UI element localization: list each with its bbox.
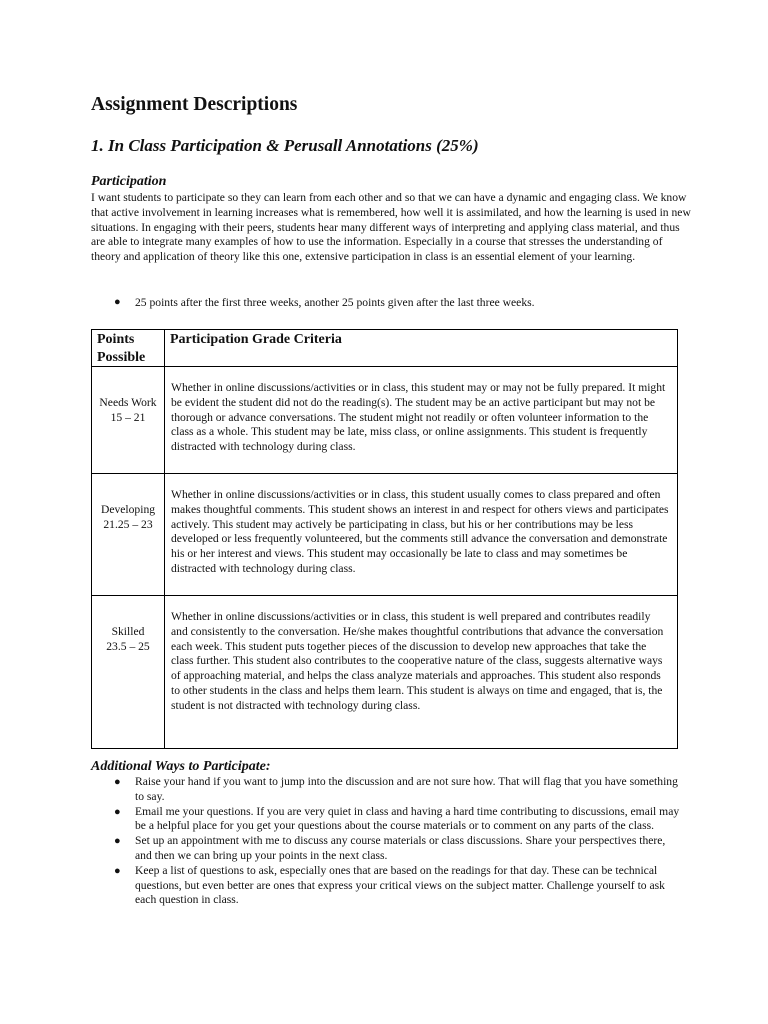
table-header-row (92, 330, 678, 367)
page-title: Assignment Descriptions (91, 94, 298, 115)
points-cell (92, 367, 165, 474)
points-range: 21.25 – 23 (103, 518, 153, 531)
points-note-list (91, 295, 691, 310)
list-item (91, 775, 681, 805)
bullet-icon: ● (114, 835, 121, 848)
list-item-text: Keep a list of questions to ask, especially ones that are based on the readings for that day. These can be technical questions, but even better are ones that express your critical views on the subject matter. Challenge yourself to ask each question in class. (135, 863, 665, 907)
criteria-header: Participation Grade Criteria (165, 330, 678, 367)
bullet-icon: ● (114, 296, 121, 308)
table-row (92, 367, 678, 474)
table-row (92, 474, 678, 596)
list-item (91, 864, 681, 908)
level-label: Needs Work (99, 396, 157, 409)
points-range: 23.5 – 25 (106, 640, 150, 653)
criteria-description: Whether in online discussions/activities or in class, this student may or may not be fully prepared. It might be evident the student did not do the reading(s). The student may be an active participant but may not be thorough or advance conversations. The student might not readily or often volunteer information to the class as a whole. This student may be late, miss class, or online assignments. This student is frequently distracted with technology during class. (165, 367, 678, 474)
points-cell (92, 596, 165, 749)
points-range: 15 – 21 (110, 411, 146, 424)
criteria-description: Whether in online discussions/activities or in class, this student usually comes to class prepared and often makes thoughtful comments. This student shows an interest in and respect for others views and participates actively. This student may actively be participating in class, but his or her contributions may be less developed or less frequently volunteered, but the comments still advance the conversation and demonstrate his or her interest and views. This student may occasionally be late to class and may sometimes be distracted with technology during class. (165, 474, 678, 596)
list-item (91, 834, 681, 864)
section-heading: 1. In Class Participation & Perusall Annotations (25%) (91, 136, 479, 155)
table-row (92, 596, 678, 749)
participation-intro: I want students to participate so they can learn from each other and so that we can have a dynamic and engaging class. We know that active involvement in learning increases what is remembered, how well it is assimilated, and how the learning is used in new situations. In engaging with their peers, students hear many different ways of interpreting and applying class material, and thus are able to integrate many examples of how to use the information. Especially in a course that stresses the understanding of theory and application of theory like this one, extensive participation in class is an essential element of your learning. (91, 191, 691, 264)
list-item-text: Set up an appointment with me to discuss any course materials or class discussions. Share your perspectives there, and then we can bring up your points in the next class. (135, 834, 666, 862)
list-item (91, 805, 681, 835)
points-note-text: 25 points after the first three weeks, another 25 points given after the last three weeks. (135, 296, 535, 309)
list-item-text: Email me your questions. If you are very quiet in class and having a hard time contributing to discussions, email may be a helpful place for you get your questions about the course materials or to comment on any parts of the class. (135, 804, 680, 833)
list-item (91, 295, 691, 310)
level-label: Skilled (111, 625, 145, 638)
criteria-description: Whether in online discussions/activities or in class, this student is well prepared and contributes readily and consistently to the conversation. He/she makes thoughtful contributions that advance the conversation each week. This student puts together pieces of the discussion to develop new approaches that take the class further. This student also contributes to the cooperative nature of the class, suggests alternative ways of approaching material, and helps the class analyze materials and approaches. This student also responds to other students in the class and helps them learn. This student is always on time and engaged, that is, the student is not distracted with technology during class. (165, 596, 678, 749)
grade-criteria-table (91, 329, 678, 749)
participation-heading: Participation (91, 174, 167, 189)
points-cell (92, 474, 165, 596)
bullet-icon: ● (114, 805, 121, 818)
additional-ways-list (91, 775, 681, 908)
additional-ways-heading: Additional Ways to Participate: (91, 759, 271, 774)
bullet-icon: ● (114, 864, 121, 877)
list-item-text: Raise your hand if you want to jump into the discussion and are not sure how. That will flag that you have something to say. (135, 775, 678, 803)
points-possible-header: Points Possible (92, 330, 165, 367)
level-label: Developing (100, 503, 156, 516)
bullet-icon: ● (114, 776, 121, 788)
